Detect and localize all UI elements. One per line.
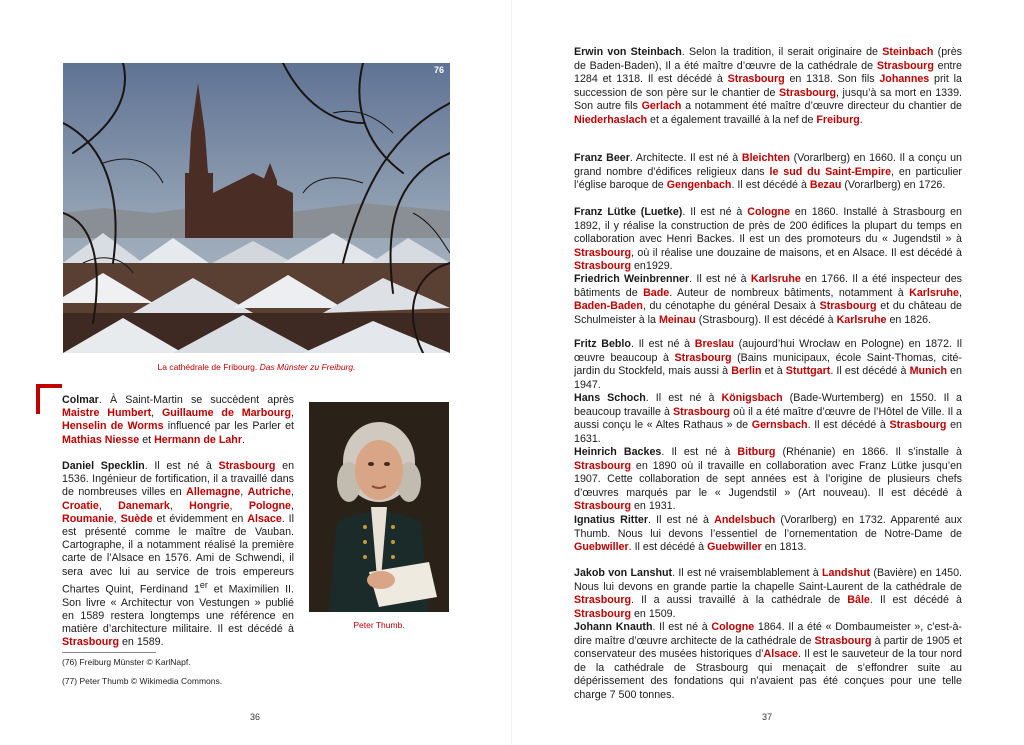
entry-weinbrenner: Friedrich Weinbrenner. Il est né à Karlsruhe en 1766. Il a été inspecteur des bâtiments de Bade. Auteur de nombreux bâtiments, notamment à Karlsruhe, Baden-Baden, du cénotaphe du général Desaix à Strasbourg et du château de Schulmeister à la Meinau (Strasbourg). Il est décédé à Karlsruhe en 1826. (574, 273, 963, 326)
entry-steinbach: Erwin von Steinbach. Selon la tradition, il serait originaire de Steinbach (près de Baden-Baden), Il a été maître d’œuvre de la cathédrale de Strasbourg entre 1284 et 1318. Il est décédé à Strasbourg en 1318. Son fils Johannes prit la succession de son père sur le chantier de Strasbourg, jusqu’à sa mort en 1339. Son autre fils Gerlach a notamment été maître d’œuvre directeur du chantier de Niederhaslach et a également travaillé à la nef de Freiburg. (574, 46, 962, 126)
entry-schoch: Hans Schoch. Il est né à Königsbach (Bade-Wurtemberg) en 1550. Il a beaucoup travaille à Strasbourg où il a été maître d’œuvre de l’Hôtel de Ville. Il a aussi conçu le « Altes Rathaus » de Gernsbach. Il est décédé à Strasbourg en 1631. (574, 392, 963, 445)
section-marker-top (36, 384, 62, 388)
entry-backes: Heinrich Backes. Il est né à Bitburg (Rhénanie) en 1866. Il s’installe à Strasbourg en 1890 où il travaille en collaboration avec Franz Lütke jusqu’en 1907. Cette collaboration de sept années est à l’origine de plusieurs chefs d’œuvres marqués par le « Jugendstil » (Art nouveau). Il est décédé à Strasbourg en 1931. (574, 446, 963, 512)
entry-knauth: Johann Knauth. Il est né à Cologne 1864. Il a été « Dombaumeister », c’est-à-dire maître d’œuvre architecte de la cathédrale de Strasbourg à partir de 1905 et conservateur des musées historiques d’Alsace. Il est le sauveteur de la tour nord de la cathédrale de Strasbourg qui menaçait de s’effondrer suite au dépérissement des fondations qui n’avaient pas été conçues pour une telle charge 7 500 tonnes. (574, 621, 962, 701)
footnote-rule (62, 652, 156, 653)
paragraph-specklin: Daniel Specklin. Il est né à Strasbourg en 1536. Ingénieur de fortification, il a travaillé dans de nombreuses villes en Allemagne, Autriche, Croatie, Danemark, Hongrie, Pologne, Roumanie, Suède et évidemment en Alsace. Il est présenté comme le maître de Vauban. Cartographe, il a notamment réalisé la première carte de l’Alsace en 1576. Ami de Schwendi, il sera avec lui au service de trois empereurs Chartes Quint, Ferdinand 1er et Maximilien II. Son livre « Architectur von Vestungen » publié en 1589 restera longtemps une référence en matière d’architecture militaire. Il est décédé à Strasbourg en 1589. (62, 460, 295, 649)
photo-caption: La cathédrale de Fribourg. Das Münster zu Freiburg. (157, 362, 356, 372)
entry-ritter: Ignatius Ritter. Il est né à Andelsbuch (Vorarlberg) en 1732. Apparenté aux Thumb. Nous lui devons l’essentiel de l’ornementation de Notre-Dame de Guebwiller. Il est décédé à Guebwiller en 1813. (574, 514, 963, 553)
footnote-77: (77) Peter Thumb © Wikimedia Commons. (62, 676, 223, 686)
portrait-image (309, 402, 449, 612)
portrait-caption: Peter Thumb. (353, 620, 405, 630)
section-marker (36, 384, 40, 414)
photo-number: 76 (433, 65, 444, 75)
entry-beblo: Fritz Beblo. Il est né à Breslau (aujourd’hui Wrocław en Pologne) en 1872. Il œuvre beaucoup à Strasbourg (Bains municipaux, école Saint-Thomas, cité-jardin du Stockfeld, mais aussi à Berlin et à Stuttgart. Il est décédé à Munich en 1947. (574, 338, 963, 391)
entry-lanshut: Jakob von Lanshut. Il est né vraisemblablement à Landshut (Bavière) en 1450. Nous lui devons en grande partie la chapelle Saint-Laurent de la cathédrale de Strasbourg. Il a aussi travaillé à la cathédrale de Bâle. Il est décédé à Strasbourg en 1509. (574, 567, 962, 620)
cathedral-illustration (63, 63, 450, 353)
page-number-left: 36 (250, 712, 261, 722)
paragraph-colmar: Colmar. À Saint-Martin se succèdent après Maistre Humbert, Guillaume de Marbourg, Henselin de Worms influencé par les Parler et Mathias Niesse et Hermann de Lahr. (62, 394, 294, 446)
portrait-illustration (309, 402, 449, 612)
cathedral-photo (63, 63, 450, 353)
entry-beer: Franz Beer. Architecte. Il est né à Bleichten (Vorarlberg) en 1660. Il a conçu un grand nombre d’édifices religieux dans le sud du Saint-Empire, en particulier l’église baroque de Gengenbach. Il est décédé à Bezau (Vorarlberg) en 1726. (574, 152, 962, 191)
entry-lutke: Franz Lütke (Luetke). Il est né à Cologne en 1860. Installé à Strasbourg en 1892, il y réalise la construction de près de 200 édifices la plupart du temps en collaboration avec Henri Backes. Il est un des promoteurs du « Jugendstil » à Strasbourg, où il réalise une douzaine de maisons, et en Alsace. Il est décédé à Strasbourg en1929. (574, 206, 962, 272)
footnote-76: (76) Freiburg Münster © KarlNapf. (62, 657, 191, 667)
page-number-right: 37 (762, 712, 773, 722)
